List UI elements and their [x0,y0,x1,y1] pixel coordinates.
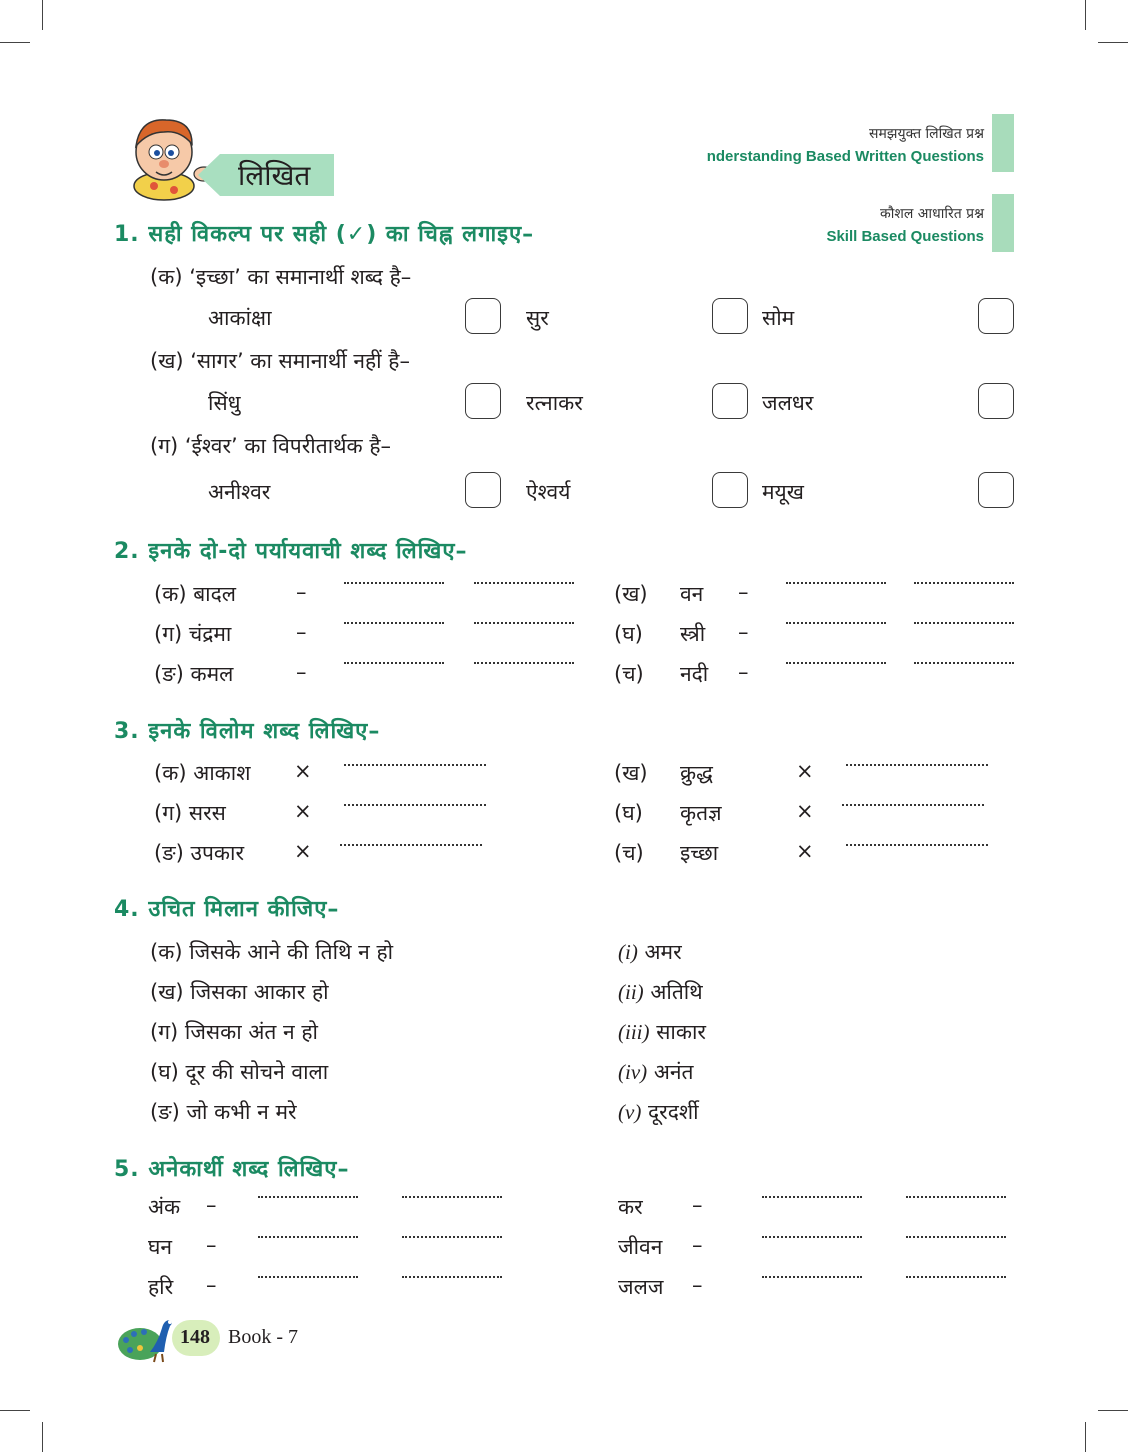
q2-right-mark: (घ) [614,622,643,646]
q3-right-mark: (ख) [614,761,648,785]
q4-right-num: (ii) [618,980,644,1004]
q4-left-item: (घ) दूर की सोचने वाला [150,1060,329,1084]
q2-right-word: वन [680,582,704,606]
page-number: 148 [180,1326,210,1348]
q4-right-word: अनंत [653,1060,694,1084]
q5-left-word: हरि [148,1275,174,1299]
q3-left-cross: × [294,759,312,783]
answer-blank[interactable] [914,582,1014,584]
q3-right-mark: (च) [614,841,644,865]
q1-option: सोम [762,306,795,330]
option-checkbox[interactable] [978,298,1014,334]
q2-left-label: (ङ) कमल [154,662,234,686]
answer-blank[interactable] [762,1276,862,1278]
q2-right-mark: (ख) [614,582,648,606]
q4-heading: 4. उचित मिलान कीजिए– [114,897,340,922]
q3-left-label: (क) आकाश [154,761,251,785]
crop-mark [0,1410,30,1411]
answer-blank[interactable] [846,844,988,846]
hint-understanding-en: nderstanding Based Written Questions [706,148,984,165]
q2-left-dash: – [296,580,307,604]
q2-left-dash: – [296,620,307,644]
book-label: Book - 7 [228,1326,298,1348]
answer-blank[interactable] [402,1236,502,1238]
q1-option: जलधर [762,391,814,415]
q2-right-word: स्त्री [680,622,706,646]
q3-left-label: (ङ) उपकार [154,841,245,865]
q2-right-mark: (च) [614,662,644,686]
q3-left-label: (ग) सरस [154,801,226,825]
option-checkbox[interactable] [978,472,1014,508]
q3-right-cross: × [796,799,814,823]
q4-right-word: साकार [656,1020,706,1044]
q2-right-word: नदी [680,662,709,686]
q4-right-item [618,1018,706,1046]
answer-blank[interactable] [786,622,886,624]
q2-heading: 2. इनके दो-दो पर्यायवाची शब्द लिखिए– [114,539,468,564]
q1-prompt: (क) ‘इच्छा’ का समानार्थी शब्द है– [150,265,412,289]
answer-blank[interactable] [906,1276,1006,1278]
q5-heading: 5. अनेकार्थी शब्द लिखिए– [114,1157,350,1182]
answer-blank[interactable] [402,1196,502,1198]
crop-mark [42,0,43,30]
q2-right-dash: – [738,660,749,684]
option-checkbox[interactable] [978,383,1014,419]
q4-left-item: (ङ) जो कभी न मरे [150,1100,297,1124]
answer-blank[interactable] [340,844,482,846]
answer-blank[interactable] [344,662,444,664]
q5-right-word: जलज [618,1275,664,1299]
q2-right-dash: – [738,580,749,604]
q4-right-num: (i) [618,940,638,964]
q4-left-item: (क) जिसके आने की तिथि न हो [150,940,394,964]
q2-left-label: (क) बादल [154,582,237,606]
option-checkbox[interactable] [712,298,748,334]
q4-right-item [618,1058,694,1086]
q4-left-item: (ख) जिसका आकार हो [150,980,329,1004]
q1-prompt: (ख) ‘सागर’ का समानार्थी नहीं है– [150,349,410,373]
q2-left-label: (ग) चंद्रमा [154,622,232,646]
answer-blank[interactable] [786,582,886,584]
option-checkbox[interactable] [712,383,748,419]
crop-mark [0,42,30,43]
q1-heading: 1. सही विकल्प पर सही (✓) का चिह्न लगाइए– [114,222,535,247]
section-badge-label: लिखित [238,159,311,192]
crop-mark [1098,1410,1128,1411]
answer-blank[interactable] [344,764,486,766]
q4-right-num: (iii) [618,1020,650,1044]
answer-blank[interactable] [914,662,1014,664]
q5-right-dash: – [692,1233,703,1257]
q3-right-word: क्रुद्ध [680,761,713,785]
q5-left-dash: – [206,1193,217,1217]
q5-left-dash: – [206,1233,217,1257]
q5-right-dash: – [692,1193,703,1217]
q3-right-mark: (घ) [614,801,643,825]
option-checkbox[interactable] [465,298,501,334]
answer-blank[interactable] [344,622,444,624]
q5-left-dash: – [206,1273,217,1297]
q5-right-word: जीवन [618,1235,663,1259]
q3-right-cross: × [796,839,814,863]
answer-blank[interactable] [906,1196,1006,1198]
q4-right-num: (iv) [618,1060,648,1084]
q4-right-num: (v) [618,1100,642,1124]
crop-mark [1098,42,1128,43]
q4-left-item: (ग) जिसका अंत न हो [150,1020,318,1044]
q1-option: ऐश्वर्य [526,480,571,504]
q4-right-item [618,978,703,1006]
answer-blank[interactable] [906,1236,1006,1238]
q4-right-item [618,938,682,966]
q4-right-word: अमर [644,940,682,964]
answer-blank[interactable] [402,1276,502,1278]
answer-blank[interactable] [258,1276,358,1278]
answer-blank[interactable] [344,804,486,806]
answer-blank[interactable] [846,764,988,766]
q4-right-word: दूरदर्शी [648,1100,699,1124]
answer-blank[interactable] [762,1236,862,1238]
answer-blank[interactable] [258,1196,358,1198]
q5-right-dash: – [692,1273,703,1297]
q5-left-word: घन [148,1235,173,1259]
q1-prompt: (ग) ‘ईश्वर’ का विपरीतार्थक है– [150,434,392,458]
q2-left-dash: – [296,660,307,684]
q5-right-word: कर [618,1195,643,1219]
hint-bar [992,114,1014,172]
answer-blank[interactable] [842,804,984,806]
answer-blank[interactable] [914,622,1014,624]
q3-heading: 3. इनके विलोम शब्द लिखिए– [114,719,381,744]
answer-blank[interactable] [474,662,574,664]
option-checkbox[interactable] [712,472,748,508]
q2-right-dash: – [738,620,749,644]
q1-option: रत्नाकर [526,391,583,415]
q4-right-word: अतिथि [650,980,703,1004]
answer-blank[interactable] [786,662,886,664]
crop-mark [1085,1422,1086,1452]
option-checkbox[interactable] [465,472,501,508]
q3-left-cross: × [294,839,312,863]
q1-option: अनीश्वर [208,480,271,504]
hint-bar [992,194,1014,252]
hint-skill-en: Skill Based Questions [826,228,984,245]
crop-mark [42,1422,43,1452]
answer-blank[interactable] [474,622,574,624]
q3-right-cross: × [796,759,814,783]
option-checkbox[interactable] [465,383,501,419]
q4-right-item [618,1098,699,1126]
answer-blank[interactable] [762,1196,862,1198]
q1-option: मयूख [762,480,804,504]
q1-option: आकांक्षा [208,306,272,330]
q5-left-word: अंक [148,1195,181,1219]
hint-understanding-hi: समझयुक्त लिखित प्रश्न [869,126,984,142]
answer-blank[interactable] [258,1236,358,1238]
crop-mark [1085,0,1086,30]
q1-option: सुर [526,306,549,330]
answer-blank[interactable] [344,582,444,584]
hint-skill-hi: कौशल आधारित प्रश्न [879,206,984,222]
q3-left-cross: × [294,799,312,823]
q1-option: सिंधु [208,391,241,415]
answer-blank[interactable] [474,582,574,584]
q3-right-word: कृतज्ञ [680,801,722,825]
q3-right-word: इच्छा [680,841,719,865]
